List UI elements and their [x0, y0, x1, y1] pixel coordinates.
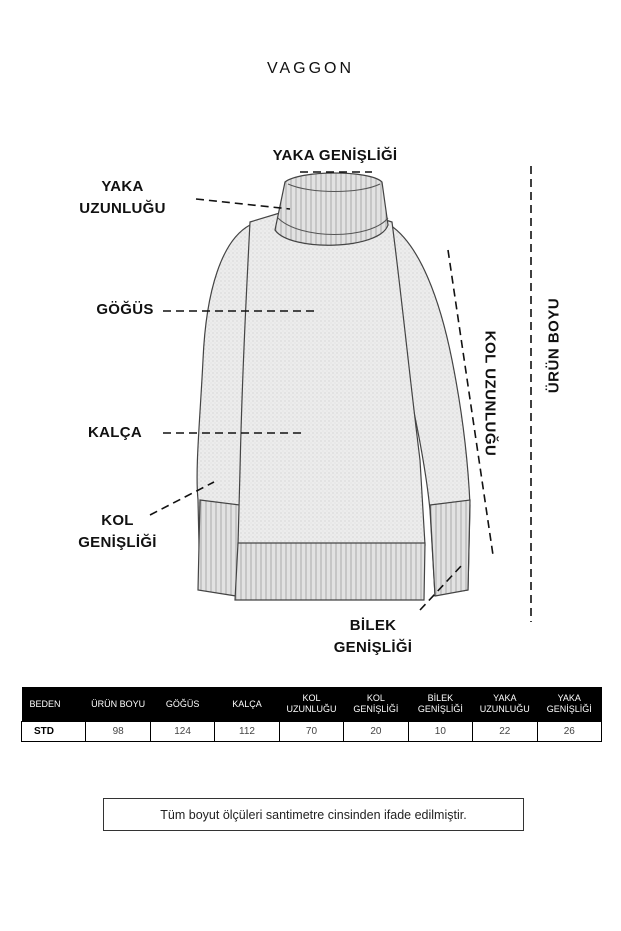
- brand-logo: VAGGON: [266, 60, 355, 77]
- table-cell: 70: [279, 722, 343, 742]
- table-cell: 98: [86, 722, 150, 742]
- header-text-line: YAKA: [493, 693, 517, 703]
- table-cell: 112: [215, 722, 279, 742]
- label-kol-uzunlugu: KOL UZUNLUĞU: [481, 330, 499, 457]
- header-text-line: GENİŞLİĞİ: [353, 704, 399, 714]
- header-text-line: ÜRÜN BOYU: [91, 698, 146, 709]
- table-cell: 10: [408, 722, 472, 742]
- size-table: [21, 687, 602, 742]
- label-yaka-uzunlugu: YAKA UZUNLUĞU: [79, 178, 166, 217]
- header-text-line: BİLEK: [427, 693, 454, 703]
- header-text-line: GENİŞLİĞİ: [417, 704, 463, 714]
- header-text-line: UZUNLUĞU: [479, 704, 530, 714]
- table-row: [22, 722, 602, 742]
- size-table-header: [22, 687, 602, 722]
- label-kalca: KALÇA: [88, 424, 142, 441]
- header-text-line: KOL: [302, 693, 321, 703]
- size-table-header-cell: [344, 687, 408, 722]
- size-table-header-cell: [408, 687, 472, 722]
- table-cell: 22: [473, 722, 537, 742]
- label-kol-genisligi: KOL GENİŞLİĞİ: [78, 512, 157, 551]
- size-table-header-cell: [22, 687, 86, 722]
- label-urun-boyu: ÜRÜN BOYU: [545, 297, 563, 394]
- header-text-line: YAKA: [557, 693, 581, 703]
- table-cell: 26: [537, 722, 602, 742]
- size-table-header-cell: [279, 687, 343, 722]
- size-table-header-cell: [86, 687, 150, 722]
- table-cell: STD: [22, 722, 86, 742]
- table-cell: 124: [150, 722, 214, 742]
- left-cuff: [198, 500, 240, 596]
- right-cuff: [430, 500, 470, 596]
- header-text-line: UZUNLUĞU: [286, 704, 337, 714]
- size-table-header-cell: [537, 687, 602, 722]
- header-text-line: BEDEN: [29, 698, 61, 709]
- table-cell: 20: [344, 722, 408, 742]
- sweater-body: [238, 212, 425, 545]
- sweater-hem: [235, 543, 425, 600]
- header-text-line: GENİŞLİĞİ: [546, 704, 592, 714]
- label-bilek-genisligi: BİLEK GENİŞLİĞİ: [333, 617, 413, 656]
- label-yaka-genisligi: YAKA GENİŞLİĞİ: [272, 147, 398, 164]
- measurement-note: Tüm boyut ölçüleri santimetre cinsinden ifade edilmiştir.: [103, 798, 524, 831]
- label-gogus: GÖĞÜS: [96, 301, 154, 318]
- header-text-line: KALÇA: [232, 698, 262, 709]
- yaka-uzunlugu-line: [196, 199, 290, 209]
- size-table-header-cell: [215, 687, 279, 722]
- header-text-line: KOL: [366, 693, 385, 703]
- size-table-header-cell: [473, 687, 537, 722]
- size-table-header-cell: [150, 687, 214, 722]
- header-text-line: GÖĞÜS: [165, 698, 200, 709]
